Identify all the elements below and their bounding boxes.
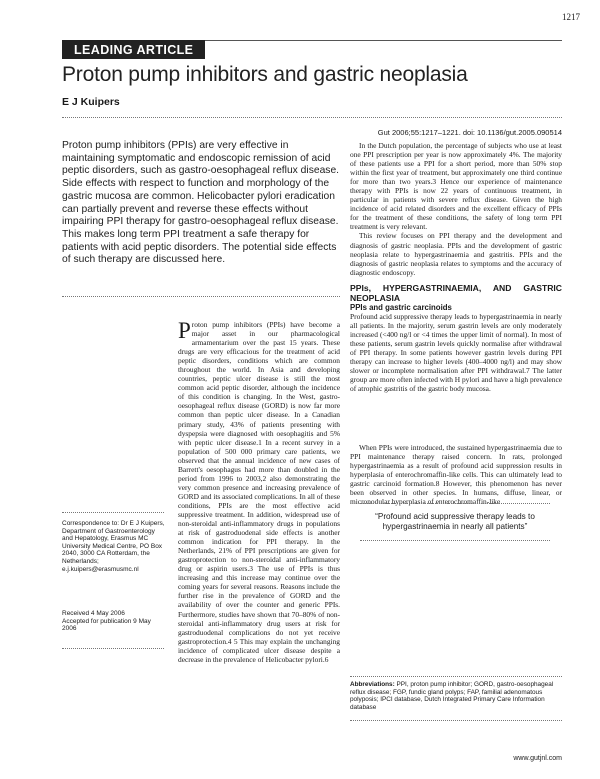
abbrev-text: PPI, proton pump inhibitor; GORD, gastro-oesophageal reflux disease; FGP, fundic gland polyps; FAP, familial adenomatous polyposis; IPCI database, Dutch Integrated Primary Care Information database — [350, 681, 554, 711]
divider — [62, 296, 340, 297]
abstract: Proton pump inhibitors (PPIs) are very effective in maintaining symptomatic and endoscopic remission of acid peptic disorders, such as gastro-oesophageal reflux disease. Side effects with respect to function and morphology of the gastric mucosa are common. Helicobacter pylori eradication can partially prevent and reverse these effects without impairing PPI therapy for gastro-oesophageal reflux disease. This makes long term PPI treatment a safe therapy for patients with acid peptic disorders. The potential side effects of such therapy are discussed here. — [62, 140, 340, 266]
paragraph: This review focuses on PPI therapy and the development and diagnosis of gastric neoplasia. PPIs and the development of gastric neoplasia relate to hypergastrinaemia and gastritis. PPIs and the diagnosis of gastric neoplasia relates to symptoms and the accuracy of diagnostic endoscopy. — [350, 231, 562, 277]
section-tag: LEADING ARTICLE — [62, 40, 205, 59]
article-title: Proton pump inhibitors and gastric neoplasia — [62, 63, 468, 86]
abbrev-label: Abbreviations: — [350, 681, 395, 688]
dates — [62, 610, 166, 633]
divider — [350, 720, 562, 721]
pull-quote-space — [350, 393, 562, 443]
divider — [62, 512, 164, 513]
author: E J Kuipers — [62, 96, 120, 108]
received-date: Received 4 May 2006 — [62, 610, 125, 617]
pull-quote: “Profound acid suppressive therapy leads to hypergastrinaemia in nearly all patients” — [375, 512, 535, 531]
body-text: roton pump inhibitors (PPIs) have become a major asset in our pharmacological armamentarium over the past 15 years. These drugs are very efficacious for the treatment of acid peptic disorders, conditions which are common throughout the world. In Asia and developing countries, peptic ulcer disease is still the most common acid peptic disorder, although the incidence of this condition is changing. In the West, gastro-oesophageal reflux disease (GORD) is now far more common than peptic ulcer disease. In a Canadian primary study, 43% of patients presenting with dyspepsia were diagnosed with oesophagitis and 5% with peptic ulcer disease.1 In a recent survey in a population of 500 000 primary care patients, we observed that the annual incidence of new cases of Barrett's oesophagus had more than doubled in the period from 1996 to 2003,2 also demonstrating the very common presence and increasing prevalence of GORD and its associated complications. In all of these conditions, PPIs are the most effective acid suppressive treatment. In addition, widespread use of non-steroidal anti-inflammatory drugs in populations at risk of gastroduodenal side effects is another common indication for PPI therapy. In the Netherlands, 21% of PPI prescriptions are given for gastroprotection to non-steroidal anti-inflammatory drug or aspirin users.3 The use of PPIs is thus increasing and this increase may continue over the coming years for several reasons. Reasons include the further rise in the prevalence of GORD and the availability of over the counter and generic PPIs. Furthermore, studies have shown that 70–80% of non-steroidal anti-inflammatory drug users at risk for gastroduodenal complications do not yet receive gastroprotection.4 5 This may explain the unchanging incidence of complicated ulcer disease despite a decrease in the prevalence of Helicobacter pylori.6 — [178, 320, 340, 664]
paragraph: Profound acid suppressive therapy leads to hypergastrinaemia in nearly all patients. In the majority, serum gastrin levels are only moderately increased (<400 ng/l or <4 times the upper limit of normal). In most of these patients, serum gastrin levels quickly normalise after withdrawal of PPI therapy. In some patients however gastrin levels during PPI therapy can increase to higher levels (400–4000 ng/l) and may show slower or incomplete normalisation after PPI withdrawal.7 The latter group are more often infected with H pylori and have a high prevalence of atrophic gastritis of the gastric body mucosa. — [350, 311, 562, 394]
paragraph: When PPIs were introduced, the sustained hypergastrinaemia due to PPI maintenance therapy raised concern. In rats, prolonged hypergastrinaemia as a result of profound acid suppression results in hyperplasia of enterochromaffin-like cells. This can ultimately lead to gastric carcinoid formation.8 However, this phenomenon has never been observed in other species. In humans, diffuse, linear, or micronodular hyperplasia of enterochromaffin-like — [350, 443, 562, 507]
divider — [350, 676, 562, 677]
correspondence: Correspondence to: Dr E J Kuipers, Department of Gastroenterology and Hepatology, Erasmus MC University Medical Centre, PO Box 2040, 3000 CA Rotterdam, the Netherlands; e.j.kuipers@erasmusmc.nl — [62, 520, 165, 573]
accepted-date: Accepted for publication 9 May 2006 — [62, 617, 151, 633]
footer-url: www.gutjnl.com — [513, 755, 562, 762]
divider — [62, 117, 562, 118]
divider — [360, 540, 550, 541]
divider — [62, 648, 164, 649]
body-column-2 — [350, 141, 562, 506]
paragraph: In the Dutch population, the percentage of subjects who use at least one PPI prescription per year is now approximately 4%. The majority of these patients use a PPI for a short period, more than 50% stop within the first year of treatment, but approximately one third continue for more than two years.3 Hence our experience of maintenance therapy with PPIs is now 22 years of continuous treatment, in particular in patients with severe reflux disease. Given the high incidence of acid related disorders and the excellent efficacy of PPIs for the treatment of these conditions, the safety of long term PPI treatment is very relevant. — [350, 141, 562, 232]
subsection-heading: PPIs and gastric carcinoids — [350, 302, 452, 312]
citation: Gut 2006;55:1217–1221. doi: 10.1136/gut.2005.090514 — [377, 128, 562, 137]
divider — [360, 503, 550, 504]
abbreviations — [350, 681, 562, 711]
page-number: 1217 — [562, 12, 580, 22]
body-column-1 — [178, 320, 340, 664]
drop-cap: P — [178, 318, 191, 343]
section-heading: PPIs, HYPERGASTRINAEMIA, AND GASTRIC NEOPLASIA — [350, 282, 562, 303]
